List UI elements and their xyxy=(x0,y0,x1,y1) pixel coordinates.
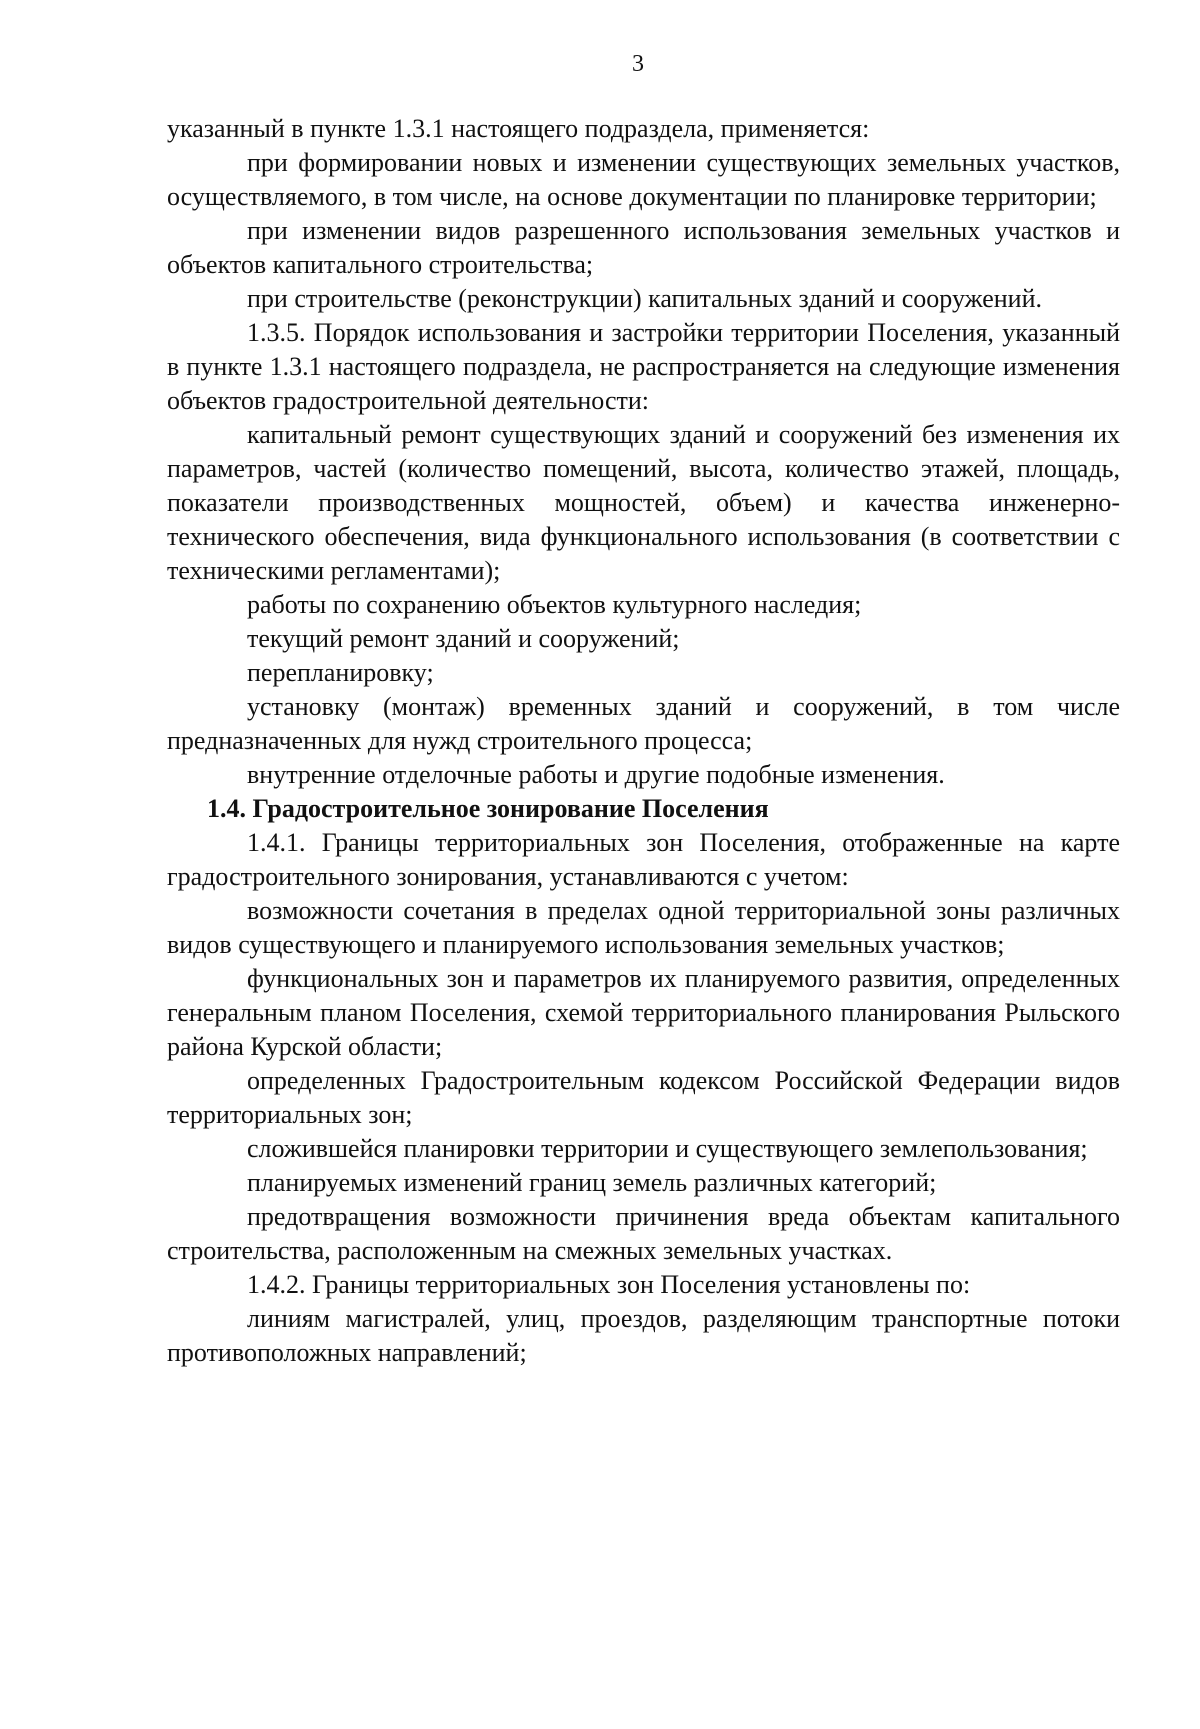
paragraph: указанный в пункте 1.3.1 настоящего подраздела, применяется: xyxy=(167,114,870,143)
paragraph: линиям магистралей, улиц, проездов, разделяющим транспортные потоки противоположных направлений; xyxy=(167,1304,1120,1367)
paragraph: определенных Градостроительным кодексом Российской Федерации видов территориальных зон; xyxy=(167,1066,1120,1129)
section-heading: 1.4. Градостроительное зонирование Поселения xyxy=(207,794,769,823)
paragraph: при изменении видов разрешенного использования земельных участков и объектов капитального строительства; xyxy=(167,216,1120,279)
paragraph: внутренние отделочные работы и другие подобные изменения. xyxy=(247,760,945,789)
paragraph: возможности сочетания в пределах одной территориальной зоны различных видов существующего и планируемого использования земельных участков; xyxy=(167,896,1120,959)
paragraph: сложившейся планировки территории и существующего землепользования; xyxy=(247,1134,1088,1163)
page-number: 3 xyxy=(632,51,644,77)
paragraph: перепланировку; xyxy=(247,658,434,687)
paragraph: 1.4.2. Границы территориальных зон Поселения установлены по: xyxy=(247,1270,971,1299)
paragraph: 1.4.1. Границы территориальных зон Поселения, отображенные на карте градостроительного зонирования, устанавливаются с учетом: xyxy=(167,828,1120,891)
paragraph: функциональных зон и параметров их планируемого развития, определенных генеральным планом Поселения, схемой территориального планирования Рыльского района Курской области; xyxy=(167,964,1120,1061)
paragraph: капитальный ремонт существующих зданий и сооружений без изменения их параметров, частей (количество помещений, высота, количество этажей, площадь, показатели производственных мощностей, объем) и качества инженерно-технического обеспечения, вида функционального использования (в соответствии с техническими регламентами); xyxy=(167,420,1120,585)
paragraph: при строительстве (реконструкции) капитальных зданий и сооружений. xyxy=(247,284,1043,313)
paragraph: работы по сохранению объектов культурного наследия; xyxy=(247,590,862,619)
paragraph: предотвращения возможности причинения вреда объектам капитального строительства, расположенным на смежных земельных участках. xyxy=(167,1202,1120,1265)
paragraph: установку (монтаж) временных зданий и сооружений, в том числе предназначенных для нужд строительного процесса; xyxy=(167,692,1120,755)
document-body xyxy=(167,112,1120,1370)
paragraph: при формировании новых и изменении существующих земельных участков, осуществляемого, в том числе, на основе документации по планировке территории; xyxy=(167,148,1120,211)
paragraph: 1.3.5. Порядок использования и застройки территории Поселения, указанный в пункте 1.3.1 настоящего подраздела, не распространяется на следующие изменения объектов градостроительной деятельности: xyxy=(167,318,1120,415)
paragraph: текущий ремонт зданий и сооружений; xyxy=(247,624,680,653)
paragraph: планируемых изменений границ земель различных категорий; xyxy=(247,1168,937,1197)
